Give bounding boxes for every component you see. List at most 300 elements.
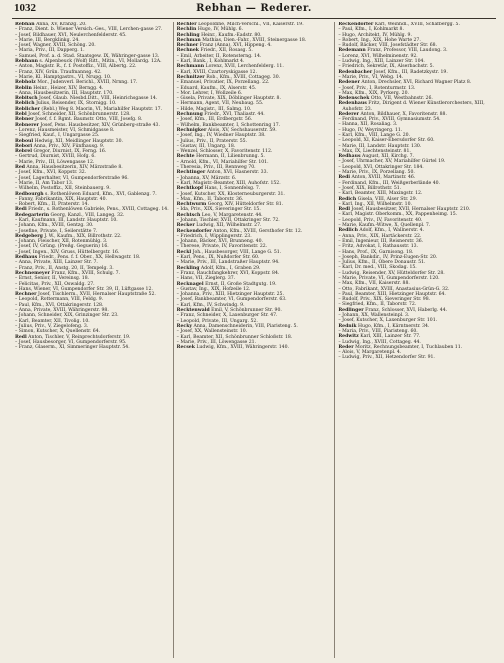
entry-details: – Karl, Dr. med., VIII, Skodag. 15. xyxy=(338,265,417,271)
directory-entry xyxy=(15,345,170,350)
directory-entry xyxy=(15,260,170,265)
entry-details: – Rudolf, Priv., XIX, Sieveringer Str. 98. xyxy=(338,297,431,303)
entry-details: – Hermann, Agent, VII, Neubaug. 55. xyxy=(176,101,264,107)
column-right xyxy=(334,22,496,658)
entry-surname: Redl xyxy=(338,207,351,213)
entry-surname: Redich xyxy=(338,196,357,202)
entry-details: – Wilhelm, Bankbeamter, I, Schottenring 17. xyxy=(176,122,281,128)
directory-entry xyxy=(15,335,170,340)
entry-details: – Gustav, Ing., XIX, Hofzeile 12. xyxy=(176,286,251,292)
directory-entry xyxy=(338,340,493,345)
entry-details: – Robert, Kfm., II, Praterstr. 14. xyxy=(15,202,89,208)
entry-details: – Eduard, Kaufm., IX, Alserstr. 45. xyxy=(176,85,257,91)
entry-details: Emil, V, Schönbrunner Str. 90. xyxy=(211,308,282,314)
directory-entry xyxy=(15,229,170,234)
entry-details: Georg, Kanzl., VIII, Langeg. 32. xyxy=(50,212,125,218)
directory-entry xyxy=(338,122,493,127)
directory-entry xyxy=(177,64,332,69)
directory-entry xyxy=(338,181,493,186)
entry-details: – Samuel, Prof. a. d. Stad. Staatsgew. IX, Währinger-gasse 13. xyxy=(15,53,160,59)
entry-details: – Ida, Priv., XIX, Sieveringer Str. 15. xyxy=(176,207,261,213)
entry-details: – Karl, Ing., XII, Wilhelmstr. 10. xyxy=(338,201,412,207)
entry-details: Ludwig, XII, Wilhelmstr. 27. xyxy=(196,223,262,229)
directory-entry xyxy=(15,276,170,281)
entry-details: – Robert, Ing., XIX, Hohe Warte 27. xyxy=(338,37,421,43)
directory-entry xyxy=(338,228,493,233)
directory-entry xyxy=(338,281,493,286)
directory-entry xyxy=(338,244,493,249)
entry-details: – Franz, Glaserm., XI, Simmeringer Hauptstr. 54. xyxy=(15,345,130,351)
directory-entry xyxy=(177,133,332,138)
directory-entry xyxy=(177,27,332,32)
entry-details: Hans, I, Sonnenfelsg. 7. xyxy=(204,186,261,192)
entry-surname: Redenbacher xyxy=(338,69,373,75)
entry-details: Moritz, Rechnungsbeamter, I, Tuchlauben 11. xyxy=(355,344,463,350)
directory-entry xyxy=(15,117,170,122)
directory-entry xyxy=(338,234,493,239)
entry-details: – Marie, Priv., III, Löwengasse 12. xyxy=(15,159,95,165)
directory-entry xyxy=(177,192,332,197)
entry-surname: Reder xyxy=(338,344,354,350)
entry-details: – Marie, Private, VI, Gumpendorferstr. 120. xyxy=(338,276,440,281)
entry-details: – Simon, Kutscher, X, Quellenstr. 64. xyxy=(15,329,101,335)
entry-details: – Otto, Fabrikant, XVIII, Anastasius-Grün-G. 32. xyxy=(338,286,450,292)
directory-entry xyxy=(15,133,170,138)
entry-details: – Emil, Ingenieur, III, Reisnerstr. 36. xyxy=(338,238,424,244)
entry-surname: Rechtinger xyxy=(176,170,206,176)
entry-details: – Max, IX, Liechtensteinstr. 81. xyxy=(338,148,411,154)
directory-entry xyxy=(177,345,332,350)
entry-details: – Emanuel, Privatier, IX, Porzellang. 22. xyxy=(176,80,270,86)
entry-details: Fritz, Dirigent d. Wiener Künstlerorchesters, XIII, Auhofstr. 23. xyxy=(342,101,485,112)
directory-entry xyxy=(15,192,170,197)
entry-details: – Paul, Kfm., XVI, Ottakringerstr. 128. xyxy=(15,302,104,308)
directory-entry xyxy=(177,80,332,85)
entry-details: Anna, Damenschneiderin, VIII, Piaristeng. 5. xyxy=(193,323,298,329)
directory-entry xyxy=(15,160,170,165)
entry-surname: Rebhann xyxy=(15,59,38,65)
entry-details: – Leopold, Rottermann, VIII, Feldg. 9. xyxy=(15,297,104,303)
directory-entry xyxy=(177,101,332,106)
entry-details: Franz, Kfm., XVIII, Schulg. 7. xyxy=(51,270,120,276)
directory-entry xyxy=(338,27,493,32)
entry-details: – Hilde, Magistr., III, Salmg. 10. xyxy=(176,106,252,112)
entry-details: – Anna, Private, XIII, Lainzer Str. 7. xyxy=(15,260,98,266)
directory-entry xyxy=(338,159,493,164)
entry-surname: Redhaus xyxy=(15,255,38,261)
entry-details: Karl, Weinhdl., XVIII, Schafbergg. 5. xyxy=(374,22,460,27)
directory-entry xyxy=(15,170,170,175)
entry-details: – Karl, Magistr. Oberkomm., XX, Pappenheimg. 15. xyxy=(338,212,458,218)
entry-details: – Johann, Kfm., XVIII, Gentzg. 30. xyxy=(15,223,94,229)
entry-surname: Recknagel xyxy=(176,281,204,287)
entry-details: Josef, Schneider, XII, Schönbrunnerstr. 128. xyxy=(28,112,131,118)
entry-surname: Redi xyxy=(338,175,351,181)
entry-details: – Marie, II, Am Tabor 13. xyxy=(15,180,74,186)
entry-surname: Rederer xyxy=(338,111,359,117)
directory-entry xyxy=(338,128,493,133)
entry-details: – Leopold, Priv., IV, Favoritenstr. 40. xyxy=(338,217,423,223)
directory-entry xyxy=(338,48,493,53)
directory-entry xyxy=(15,186,170,191)
entry-details: – Johann, Fleischer, XII, Rotenmühlg. 3. xyxy=(15,239,108,245)
directory-entry xyxy=(338,302,493,307)
entry-surname: Reboul xyxy=(15,138,34,144)
directory-entry xyxy=(177,154,332,159)
directory-entry xyxy=(177,335,332,340)
entry-details: Mor., Judenverl. Berichl., XVIII, Nrnng. 17. xyxy=(37,80,138,86)
entry-details: Josef, Glaub. Niesbd.Ditt., VIII, Heinrichsgasse 14. xyxy=(39,96,158,102)
entry-surname: Reckl xyxy=(176,249,192,255)
entry-details: – Josef, Kutscher, XX, Klosterneuburgerstr. 31. xyxy=(176,191,285,197)
page-header xyxy=(12,0,496,19)
entry-details: – Franz, Priv., II, Anstg. 20, II, Tempelg. 3. xyxy=(15,265,114,271)
entry-details: Heinr., Kaufm.-Eadstr. 80. xyxy=(201,32,262,38)
entry-details: – Marie, Priv., III, Landstraßer Hauptstr. 94. xyxy=(176,260,280,266)
directory-entry xyxy=(15,282,170,287)
entry-surname: Redwitz xyxy=(338,334,359,340)
entry-details: Anton, Kfm., XVIII, Gersthofer Str. 12. xyxy=(213,228,303,234)
entry-surname: Recky xyxy=(176,323,193,329)
entry-details: – Max, Kfm., XIX, Pyrkerg. 20. xyxy=(338,90,409,96)
entry-surname: Reckendorfer xyxy=(176,228,212,234)
entry-details: – Max, Kfm., II, Taborstr. 36. xyxy=(176,196,244,202)
entry-surname: Rechnemeyer xyxy=(15,270,50,276)
directory-entry xyxy=(177,313,332,318)
entry-details: – Josef, Ingen., XIV, Gruss, Hüttelbergstr. 16. xyxy=(15,249,120,255)
directory-entry xyxy=(177,229,332,234)
entry-details: Alois, XV, Sechshauserstr. 59. xyxy=(207,127,277,133)
entry-surname: Rechnek xyxy=(176,48,199,54)
entry-details: Anna, XV, Kranzg. 20. xyxy=(36,22,87,27)
entry-details: Adolf, Kfm., I, Graben 29. xyxy=(200,265,261,271)
entry-details: – Gustav, III, Ungarg. 18. xyxy=(176,143,236,149)
directory-entry xyxy=(15,244,170,249)
entry-surname: Rechte xyxy=(176,154,195,160)
entry-details: Leopoldine, Milch-Verschl., VII, Kaiserstr. 19. xyxy=(198,22,304,27)
entry-details: – Maria, Priv., III, Dapperg. 1. xyxy=(15,48,85,54)
entry-details: – Julius, Kfm., II, Obere Donaustr. 51. xyxy=(338,260,426,266)
entry-surname: Redener xyxy=(338,80,360,86)
entry-details: Ludwig, Kfm., XVIII, Währingerstr. 140. xyxy=(196,345,289,351)
entry-details: Josef, Tischlerm., XVII, Hernalser Hauptstraße 52. xyxy=(38,292,156,298)
entry-details: Anna, Priv., XIV, Fünfhausg. 9. xyxy=(33,143,105,149)
entry-details: Josef, Pens. Hausbesitzer, XIV, Grünberg-straße 43. xyxy=(40,122,160,128)
directory-entry xyxy=(338,144,493,149)
entry-details: – Josef, XX, Wallensteinstr. 10. xyxy=(176,329,248,335)
entry-details: s. Alpenbeuck (Wolf) Ritt., Mitin., VI, Mollardg. 12A. xyxy=(39,59,162,65)
entry-details: – Johanna, Priv., XIII, Hietzinger Hauptstr. 25. xyxy=(176,292,284,298)
directory-entry xyxy=(15,297,170,302)
entry-details: Gregor, Diurnist, IX, Ferng. 16. xyxy=(33,149,107,155)
entry-details: Hedwig, XII, Meidlinger Hauptstr. 30. xyxy=(34,138,123,144)
entry-details: Ernst, II, Große Stadtgutg. 19. xyxy=(205,281,277,287)
entry-details: – Hugo, IV, Weyringerg. 11. xyxy=(338,127,403,133)
directory-entry xyxy=(338,80,493,85)
entry-details: – Ferdinand, Kfm., III, Weißgerberlände 40. xyxy=(338,180,441,186)
entry-details: Georg, XIV, Hütteldorfer Str. 81. xyxy=(207,202,284,208)
entry-surname: Reckling xyxy=(176,265,200,271)
directory-entry xyxy=(177,70,332,75)
entry-details: – Hans, VII, Zieglerg. 37. xyxy=(176,276,236,282)
entry-details: – Josef, Hausbesorger, VI, Gumpendorferstr. 95. xyxy=(15,339,127,345)
entry-surname: Rechling xyxy=(176,32,200,38)
directory-entry xyxy=(177,33,332,38)
directory-entry xyxy=(15,139,170,144)
directory-entry xyxy=(338,324,493,329)
entry-details: – Hans, Wiener, VI, Gumpendorfer Str. 39, II, Lüftgasse 12. xyxy=(15,286,153,292)
entry-details: Rob., Kfm., XVIII, Cottageg. 30. xyxy=(206,74,281,80)
entry-details: – Ludwig, Reisender, XV, Hütteldorfer Str. 28. xyxy=(338,270,445,276)
directory-entry xyxy=(15,86,170,91)
entry-details: – Karl, Kaufmann, III, Landstr. Hauptstr. 10. xyxy=(15,217,118,223)
entry-details: – Friedrich, Sekretär, IX, Alserbachstr. 5. xyxy=(338,64,434,70)
entry-details: J. W., Kaufm., XIX, Billrothstr. 22. xyxy=(44,233,122,239)
entry-details: – Ernst, Senior, II, Vereinsg. 18. xyxy=(15,276,90,282)
entry-details: – Leopold, XVI, Ottakringer Str. 184. xyxy=(338,164,424,170)
entry-details: – Karl, Beamter, XII, Tivolig. 10. xyxy=(15,318,90,324)
entry-surname: Redenhaus xyxy=(338,101,367,107)
entry-details: – Wenzel, Schlosser, X, Favoritenstr. 112. xyxy=(176,149,273,155)
directory-entry xyxy=(338,33,493,38)
directory-entry xyxy=(338,318,493,323)
entry-details: Hermann, II, Lilienbrunng. 5. xyxy=(196,154,265,160)
directory-entry xyxy=(15,64,170,69)
entry-details: – Julius, Priv., II, Praterstr. 55. xyxy=(176,138,248,144)
directory-entry xyxy=(15,266,170,271)
page-number: 1032 xyxy=(14,2,36,14)
entry-details: – Max, Kfm., VII, Kaiserstr. 88. xyxy=(338,281,410,287)
entry-surname: Rechnitzer xyxy=(176,74,205,80)
directory-entry xyxy=(338,191,493,196)
directory-entry xyxy=(177,223,332,228)
directory-columns xyxy=(12,22,496,658)
directory-entry xyxy=(15,154,170,159)
entry-details: – Marie, Kaufm.-Witwe, X, Quellenpl. 7. xyxy=(338,223,431,229)
directory-entry xyxy=(15,207,170,212)
entry-details: – Franz, XIV, Grün. Traufmannsg. 42. xyxy=(15,69,102,75)
entry-details: Anton, Tischler, V, Reinprechtsdorferstr. 19. xyxy=(28,334,131,340)
directory-entry xyxy=(177,329,332,334)
directory-entry xyxy=(338,271,493,276)
entry-surname: Rechner xyxy=(15,292,37,298)
directory-entry xyxy=(177,244,332,249)
entry-details: – Josef, Priv., I, Rotenturmstr. 13. xyxy=(338,85,416,91)
entry-surname: Recker xyxy=(176,223,195,229)
directory-entry xyxy=(177,276,332,281)
entry-surname: Rechtkopf xyxy=(176,186,204,192)
entry-details: – Marie, III, Bergklinkg. 24. xyxy=(15,37,80,43)
entry-details: Friedr., s. Rothenlöwen Gabriele, Pens., XVIII, Cottageg. 14. xyxy=(28,207,169,213)
entry-details: – Karl, Beamter, XII, Schönbrunner Schloßstr. 18. xyxy=(176,334,293,340)
entry-surname: Redemann xyxy=(338,48,366,54)
directory-entry xyxy=(177,282,332,287)
entry-details: – Mor. Lehrer, I, Wollzeile 6. xyxy=(176,90,243,96)
directory-entry xyxy=(177,186,332,191)
entry-details: – Josef, Lagerhalter, VI, Gumpendorferstraße 96. xyxy=(15,175,129,181)
entry-details: – Friedrich, I, Wipplingerstr. 23. xyxy=(176,233,252,239)
entry-details: – Josef, Wagner, XVIII, Schöng. 20. xyxy=(15,43,96,49)
entry-details: Franz, Professor, VIII, Laudong. 3. xyxy=(367,48,448,54)
entry-details: – Marie, Priv., III, Löwengasse 21. xyxy=(176,339,257,345)
entry-details: – Leopold, XI, Kaiser-Ebersdorfer Str. 60. xyxy=(338,138,435,144)
entry-details: – Karl, Pens., IX, Nußdorfer Str. 60. xyxy=(176,255,260,261)
directory-entry xyxy=(338,101,493,111)
entry-details: – Franz, Schneider, X, Laxenburger Str. 47. xyxy=(176,313,278,319)
directory-entry xyxy=(177,86,332,91)
entry-surname: Rebrel xyxy=(15,149,33,155)
entry-details: Friedr., XII, Rosasg. 5. xyxy=(200,48,253,54)
entry-surname: Rebhan xyxy=(15,22,35,27)
entry-details: Mathias, Dien.-Fahr., XVIII, Steinergasse 18. xyxy=(202,37,307,43)
entry-details: Adolf, Kfm., I, Wallnerstr. 4. xyxy=(359,228,425,234)
entry-details: – Gertrud, Diurnist, XVIII, Hofg. 6. xyxy=(15,154,96,160)
directory-entry xyxy=(338,265,493,270)
directory-entry xyxy=(338,138,493,143)
entry-surname: Rechner xyxy=(176,43,199,49)
directory-entry xyxy=(338,86,493,91)
entry-details: – Anna, Private, XVIII, Währingerstr. 98. xyxy=(15,308,109,314)
entry-details: – Anna, Priv., XIX, Hartäckerstr. 22. xyxy=(338,233,422,239)
entry-surname: Rechtsch xyxy=(176,212,201,218)
entry-details: Anton, Drechsler, XVI, Richard Wagner Platz 8. xyxy=(361,80,472,86)
entry-surname: Rebori xyxy=(15,143,33,149)
directory-entry xyxy=(338,212,493,217)
entry-details: – Josef, XIX, Billrothstr. 51. xyxy=(338,185,402,191)
entry-surname: Redhaus xyxy=(338,154,361,160)
entry-details: – Josef, Kfm., XVI, Koppstr. 32. xyxy=(15,170,87,176)
entry-details: – Marie, Priv., VI, Webg. 14. xyxy=(338,74,404,80)
entry-details: Josef, Hausbesitzer, XVII, Hernalser Hauptstr. 210. xyxy=(351,207,471,213)
directory-entry xyxy=(15,27,170,32)
entry-details: Friedr., Pens. f. f. Ober., XX, Hellwagstr. 18. xyxy=(38,255,141,261)
entry-details: Joh., Hausbesorger, VIII, Lange G. 51. xyxy=(192,249,282,255)
entry-surname: Reblin xyxy=(15,85,32,91)
entry-details: – Ludwig, Ing., XIII, Lainzer Str. 104. xyxy=(338,59,425,65)
entry-details: – Hugo, Architekt, IV, Mühlg. 9. xyxy=(338,32,412,38)
entry-details: – Josef, Kutscher, X, Laxenburger Str. 101. xyxy=(338,318,438,324)
directory-entry xyxy=(177,48,332,53)
directory-entry xyxy=(177,319,332,324)
entry-details: – Karl, Bank., I, Kohlmarkt 4. xyxy=(176,59,245,65)
directory-entry xyxy=(177,260,332,265)
entry-details: – Karl, Magistr.-Beamter, XIII, Auhofstr. 152. xyxy=(176,180,281,186)
directory-entry xyxy=(177,123,332,128)
entry-surname: Rechnung xyxy=(176,112,203,118)
entry-details: – Josef, Bankbeamter, VI, Gumpendorferstr. 63. xyxy=(176,297,287,303)
directory-entry xyxy=(177,176,332,181)
entry-details: – Emil, Arbeiter, II, Rotensterng. 14. xyxy=(176,53,262,59)
entry-surname: Redgeberg xyxy=(15,233,43,239)
entry-details: Anton, Bildhauer, X, Favoritenstr. 88. xyxy=(360,111,447,117)
entry-details: Anton, XVIII, Martinstr. 46. xyxy=(351,175,416,181)
entry-details: – Siegfried, Kfm., II, Taborstr. 72. xyxy=(338,302,417,308)
directory-entry xyxy=(338,197,493,202)
directory-entry xyxy=(15,123,170,128)
entry-details: – Wilhelm, Postoffiz., XII, Steinbauerg. 9. xyxy=(15,186,111,192)
column-middle xyxy=(173,22,335,658)
entry-details: – Marie, Priv., IX, Porzellang. 50. xyxy=(338,170,415,176)
directory-entry xyxy=(15,33,170,38)
directory-entry xyxy=(177,213,332,218)
entry-details: Franz, Schlosser, XVI, Haberlg. 44. xyxy=(365,307,448,313)
entry-surname: Redl xyxy=(15,334,27,340)
directory-entry xyxy=(15,329,170,334)
entry-surname: Rednik xyxy=(338,323,357,329)
entry-surname: Reckendorfer xyxy=(338,22,374,27)
entry-details: Anton, XVI, Hasnerstr. 33. xyxy=(206,170,268,176)
entry-surname: Rebholz xyxy=(15,80,36,86)
entry-details: Heinr., Heizer, XIV, Berngg. 4. xyxy=(33,85,104,91)
entry-details: – Karl, XVIII, Czartoryskigasse 12. xyxy=(176,69,257,75)
entry-surname: Redegarterin xyxy=(15,212,50,218)
page-title: Rebhan — Rederer. xyxy=(196,3,312,14)
entry-surname: Redlich xyxy=(338,228,358,234)
entry-details: Hugo, IV, Mühlg. 6. xyxy=(197,27,244,33)
entry-details: Leo, V, Margaretenstr. 44. xyxy=(201,212,263,218)
directory-entry xyxy=(177,297,332,302)
entry-details: – Anton, Magistr. R., f. f. Postoffiz., VIII, Albertg. 22. xyxy=(15,64,137,70)
directory-entry xyxy=(338,250,493,255)
entry-surname: Rechlin xyxy=(176,27,197,33)
entry-surname: Redlinger xyxy=(338,307,364,313)
entry-details: – Josef, Bildhauer, XVI, Neulerchenfelderstr. 45. xyxy=(15,32,127,38)
entry-details: – Karl, Beamter, XIII, Maxingstr. 12. xyxy=(338,191,423,197)
entry-details: – Gisela, Private, XIX, Döblinger Hauptstr. 8. xyxy=(176,96,281,102)
entry-details: Karl, XIII, Lainzer Str. 77. xyxy=(360,334,421,340)
entry-details: – Therese, Private, IV, Favoritenstr. 22. xyxy=(176,244,268,250)
entry-details: – Theresia, Priv., III, Rennweg 70. xyxy=(176,165,256,171)
entry-details: s. Rothenlöwen Eduard, Kfm., XVI, Gablenzg. 7. xyxy=(45,191,157,197)
entry-surname: Red xyxy=(15,165,25,171)
entry-surname: Reblicher xyxy=(15,106,40,112)
entry-surname: Rebitsch xyxy=(15,96,38,102)
entry-details: – Siegfried, Kauf., I, Ungargasse 25. xyxy=(15,133,100,139)
entry-details: August, XII, Kirchg. 7. xyxy=(362,154,415,160)
entry-details: – Josef, IV, Grüng. (Preßg. Geguerin) 16. xyxy=(15,244,109,250)
directory-entry xyxy=(15,313,170,318)
directory-entry xyxy=(177,266,332,271)
entry-details: – Rudolf, Bäcker, VIII, Josefstädter Str. 68. xyxy=(338,43,438,49)
entry-details: – Fritz, Advokat, I, Rathausstr. 13. xyxy=(338,244,419,250)
directory-entry xyxy=(338,70,493,75)
entry-details: – Arnold, Kfm., VI, Mariahilfer Str. 101. xyxy=(176,159,269,165)
entry-surname: Rebnerer xyxy=(15,122,39,128)
entry-details: – Johann, Tischler, XVII, Ottakringer Str. 72. xyxy=(176,217,280,223)
entry-details: Otto, VII, Westbahnstr. 26. xyxy=(370,96,433,102)
directory-entry xyxy=(15,48,170,53)
entry-details: – Josef, Kfm., III, Erdbergstr. 56. xyxy=(176,117,253,123)
entry-details: – Marie, Kl. Hamptgastrs., VI, Nrupg. 10. xyxy=(15,74,112,80)
entry-details: Lorenz, XVII, Lerchenfelderg. 11. xyxy=(205,64,284,70)
entry-details: – Julius, Priv., V, Ziegelofeng. 3. xyxy=(15,323,89,329)
entry-details: Hugo, Kfm., I, Kärntnerstr. 34. xyxy=(358,323,430,329)
entry-details: Gisela, VIII, Alser Str. 29. xyxy=(357,196,418,202)
entry-details: Josef, f. f. Rgmt. Baumstr. Otto, VIII, Josefg. 8. xyxy=(35,117,143,123)
directory-entry xyxy=(15,176,170,181)
entry-details: – Lorenz, Hausmeister, VI, Schmidgasse 8. xyxy=(15,127,115,133)
directory-entry xyxy=(177,170,332,175)
entry-surname: Rechtwurm xyxy=(176,202,207,208)
entry-details: – Ludwig, Ing., XVIII, Cottageg. 44. xyxy=(338,339,421,345)
directory-entry xyxy=(15,223,170,228)
entry-details: – Ludwig, Priv., XII, Hetzendorfer Str. 91. xyxy=(338,355,435,361)
entry-surname: Rechler xyxy=(176,22,197,27)
directory-entry xyxy=(177,207,332,212)
entry-details: – Paul, Beamter, XIII, Hietzinger Hauptstr. 64. xyxy=(338,291,446,297)
entry-details: – Johann, Schneider, XIX, Grinzinger Str. 23. xyxy=(15,313,119,319)
entry-details: Friedr., XVI, Thaliastr. 44. xyxy=(204,112,265,118)
